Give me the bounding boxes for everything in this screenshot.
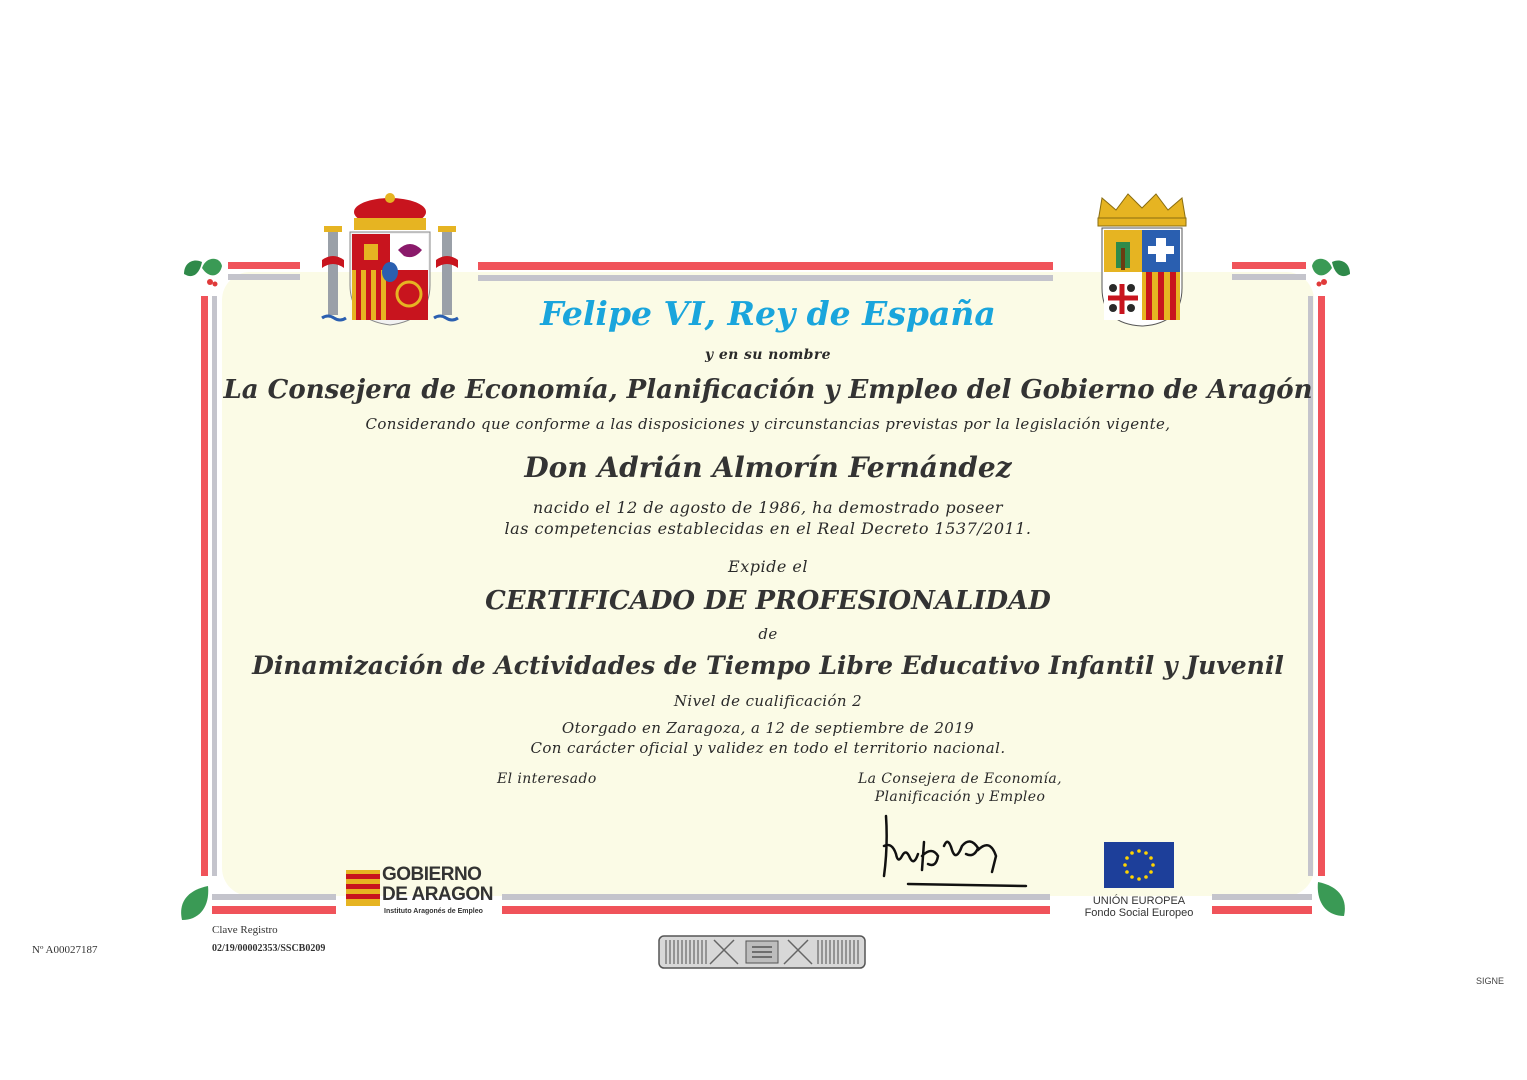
border-stripe — [478, 262, 1053, 270]
leaf-icon — [178, 884, 212, 922]
border-stripe — [212, 894, 336, 900]
border-stripe — [478, 275, 1053, 281]
recipient-name: Don Adrián Almorín Fernández — [524, 451, 1012, 484]
leaf-icon — [180, 254, 226, 294]
subtitle: y en su nombre — [705, 347, 831, 363]
king-title: Felipe VI, Rey de España — [540, 294, 996, 333]
level-line: Nivel de cualificación 2 — [673, 692, 863, 710]
hologram-strip — [658, 935, 866, 969]
birth-line: nacido el 12 de agosto de 1986, ha demostrado poseer — [532, 498, 1004, 517]
signe-mark: SIGNE — [1476, 976, 1505, 986]
de-line: de — [758, 625, 778, 643]
border-stripe — [228, 274, 300, 280]
certificate-field — [222, 272, 1314, 896]
eu-flag — [1104, 842, 1174, 888]
authority-line: La Consejera de Economía, Planificación y Empleo del Gobierno de Aragón — [223, 375, 1313, 405]
border-stripe — [1212, 906, 1312, 914]
border-stripe — [502, 894, 1050, 900]
gobierno-logo-sub: Instituto Aragonés de Empleo — [384, 908, 483, 915]
validity-line: Con carácter oficial y validez en todo el territorio nacional. — [530, 739, 1006, 757]
eu-label-2: Fondo Social Europeo — [1084, 907, 1194, 919]
interested-label: El interesado — [497, 771, 597, 787]
border-stripe — [212, 296, 217, 876]
specialty-title: Dinamización de Actividades de Tiempo Libre Educativo Infantil y Juvenil — [252, 651, 1284, 680]
border-stripe — [228, 262, 300, 269]
official-label-2: Planificación y Empleo — [874, 789, 1046, 805]
certificate-type: CERTIFICADO DE PROFESIONALIDAD — [485, 586, 1051, 616]
aragon-flag — [346, 870, 380, 906]
eu-label-1: UNIÓN EUROPEA — [1092, 895, 1186, 907]
clave-label: Clave Registro — [212, 924, 278, 936]
expide-line: Expide el — [728, 557, 808, 576]
border-stripe — [212, 906, 336, 914]
border-stripe — [201, 296, 208, 876]
border-stripe — [1212, 894, 1312, 900]
border-stripe — [1318, 296, 1325, 876]
granted-line: Otorgado en Zaragoza, a 12 de septiembre de 2019 — [561, 719, 975, 737]
official-label-1: La Consejera de Economía, — [857, 771, 1063, 787]
border-stripe — [502, 906, 1050, 914]
leaf-icon — [1314, 880, 1348, 918]
gobierno-logo-line2: DE ARAGON — [382, 884, 493, 905]
border-stripe — [1232, 274, 1306, 280]
clave-value: 02/19/00002353/SSCB0209 — [212, 943, 326, 954]
competence-line: las competencias establecidas en el Real Decreto 1537/2011. — [504, 519, 1032, 538]
considering-line: Considerando que conforme a las disposiciones y circunstancias previstas por la legislación vigente, — [365, 415, 1171, 433]
border-stripe — [1232, 262, 1306, 269]
gobierno-logo-line1: GOBIERNO — [382, 864, 482, 885]
official-signature — [878, 806, 1038, 892]
serial-number: Nº A00027187 — [32, 944, 98, 956]
leaf-icon — [1308, 254, 1354, 294]
